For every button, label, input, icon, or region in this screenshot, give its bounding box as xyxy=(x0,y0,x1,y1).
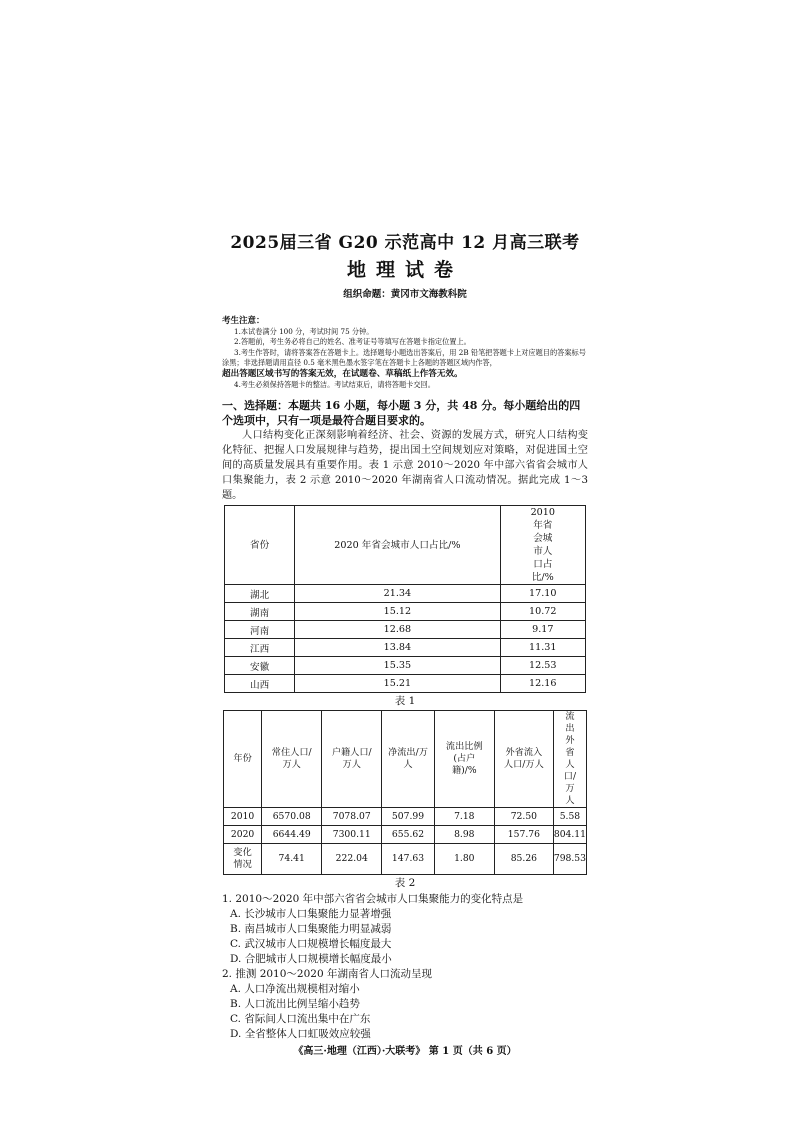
notice-item: 3.考生作答时，请将答案答在答题卡上。选择题每小题选出答案后，用 2B 铅笔把答题卡上对应题目的答案标号涂黑；非选择题请用直径 0.5 毫米黑色墨水签字笔在答题卡上各题的答题区域内作答， xyxy=(222,347,586,368)
table-header-cell: 户籍人口/万人 xyxy=(322,711,382,808)
table-row xyxy=(225,639,586,657)
table-header-cell: 流出比例(占户籍)/% xyxy=(434,711,494,808)
subject-title: 地理试卷 xyxy=(346,259,463,281)
table-cell: 5.58 xyxy=(553,808,586,826)
table-1 xyxy=(224,505,586,693)
table-cell: 1.80 xyxy=(434,844,494,875)
table-cell: 湖北 xyxy=(225,585,295,603)
notice-item-emphasis: 超出答题区域书写的答案无效，在试题卷、草稿纸上作答无效。 xyxy=(222,368,463,379)
answer-option: D. 全省整体人口虹吸效应较强 xyxy=(230,1028,371,1041)
notice-item: 4.考生必须保持答题卡的整洁。考试结束后，请将答题卡交回。 xyxy=(234,379,435,389)
table-cell: 2020 xyxy=(224,826,262,844)
table-cell: 13.84 xyxy=(295,639,500,657)
question-stem: 1. 2010～2020 年中部六省省会城市人口集聚能力的变化特点是 xyxy=(222,893,524,906)
table-header-cell: 外省流入人口/万人 xyxy=(494,711,553,808)
table-cell: 6644.49 xyxy=(262,826,322,844)
table-cell: 12.68 xyxy=(295,621,500,639)
table-header-cell: 净流出/万人 xyxy=(382,711,434,808)
table-2-caption: 表 2 xyxy=(394,877,416,890)
exam-title: 2025届三省 G20 示范高中 12 月高三联考 xyxy=(230,233,580,253)
table-header-cell: 流出外省人口/万人 xyxy=(553,711,586,808)
organizer-line: 组织命题：黄冈市文海教科院 xyxy=(343,289,467,300)
exam-page xyxy=(222,232,588,1059)
table-cell: 15.12 xyxy=(295,603,500,621)
page-footer: 《高三·地理（江西）·大联考》 第 1 页（共 6 页） xyxy=(293,1046,517,1058)
answer-option: C. 省际间人口流出集中在广东 xyxy=(230,1013,371,1026)
table-cell: 804.11 xyxy=(553,826,586,844)
table-cell: 9.17 xyxy=(500,621,585,639)
answer-option: A. 人口净流出规模相对缩小 xyxy=(230,983,360,996)
table-cell: 798.53 xyxy=(553,844,586,875)
table-cell: 12.16 xyxy=(500,675,585,693)
table-row xyxy=(225,657,586,675)
table-header-row xyxy=(225,506,586,585)
table-row xyxy=(225,585,586,603)
question-stem: 2. 推测 2010～2020 年湖南省人口流动呈现 xyxy=(222,968,432,981)
table-header-cell: 年份 xyxy=(224,711,262,808)
table-cell: 7.18 xyxy=(434,808,494,826)
table-cell: 507.99 xyxy=(382,808,434,826)
notice-heading: 考生注意： xyxy=(222,316,265,326)
section-heading: 一、选择题：本题共 16 小题，每小题 3 分，共 48 分。每小题给出的四个选项中，只有一项是最符合题目要求的。 xyxy=(222,399,581,428)
table-cell: 157.76 xyxy=(494,826,553,844)
table-cell: 安徽 xyxy=(225,657,295,675)
table-2 xyxy=(223,710,587,875)
question-2 xyxy=(222,967,588,1042)
table-cell: 湖南 xyxy=(225,603,295,621)
answer-option: C. 武汉城市人口规模增长幅度最大 xyxy=(230,938,392,951)
question-1 xyxy=(222,892,588,967)
table-cell: 山西 xyxy=(225,675,295,693)
table-row xyxy=(225,603,586,621)
notice-item: 1.本试卷满分 100 分，考试时间 75 分钟。 xyxy=(234,326,374,336)
table-cell: 11.31 xyxy=(500,639,585,657)
answer-option: B. 南昌城市人口集聚能力明显减弱 xyxy=(230,923,392,936)
table-cell: 17.10 xyxy=(500,585,585,603)
table-cell: 21.34 xyxy=(295,585,500,603)
passage-intro: 人口结构变化正深刻影响着经济、社会、资源的发展方式，研究人口结构变化特征、把握人口发展规律与趋势，提出国土空间规划应对策略，对促进国土空间的高质量发展具有重要作用。表 1 示意 2010～2020 年中部六省省会城市人口集聚能力，表 2 示意 2010～2020 年湖南省人口流动情况。据此完成 1～3 题。 xyxy=(222,430,588,502)
table-header-row xyxy=(224,711,587,808)
notice-item: 2.答题前，考生务必将自己的姓名、准考证号等填写在答题卡指定位置上。 xyxy=(234,337,471,347)
table-row xyxy=(224,844,587,875)
table-cell: 222.04 xyxy=(322,844,382,875)
table-cell: 8.98 xyxy=(434,826,494,844)
table-cell: 7078.07 xyxy=(322,808,382,826)
answer-option: B. 人口流出比例呈缩小趋势 xyxy=(230,998,360,1011)
table-cell: 74.41 xyxy=(262,844,322,875)
table-header-cell: 省份 xyxy=(225,506,295,585)
table-cell: 10.72 xyxy=(500,603,585,621)
table-cell: 85.26 xyxy=(494,844,553,875)
table-cell: 72.50 xyxy=(494,808,553,826)
table-cell: 147.63 xyxy=(382,844,434,875)
table-cell: 江西 xyxy=(225,639,295,657)
table-header-cell: 常住人口/万人 xyxy=(262,711,322,808)
table-cell: 655.62 xyxy=(382,826,434,844)
table-row xyxy=(224,826,587,844)
table-cell: 河南 xyxy=(225,621,295,639)
table-cell: 15.21 xyxy=(295,675,500,693)
table-cell: 2010 xyxy=(224,808,262,826)
table-cell: 7300.11 xyxy=(322,826,382,844)
table-cell: 变化情况 xyxy=(224,844,262,875)
table-1-caption: 表 1 xyxy=(394,695,416,708)
answer-option: A. 长沙城市人口集聚能力显著增强 xyxy=(230,908,392,921)
table-row xyxy=(224,808,587,826)
table-cell: 15.35 xyxy=(295,657,500,675)
table-header-cell: 2010 年省会城市人口占比/% xyxy=(500,506,585,585)
table-row xyxy=(225,675,586,693)
table-cell: 12.53 xyxy=(500,657,585,675)
table-header-cell: 2020 年省会城市人口占比/% xyxy=(295,506,500,585)
table-cell: 6570.08 xyxy=(262,808,322,826)
answer-option: D. 合肥城市人口规模增长幅度最小 xyxy=(230,953,392,966)
exam-notice xyxy=(222,316,588,390)
table-row xyxy=(225,621,586,639)
